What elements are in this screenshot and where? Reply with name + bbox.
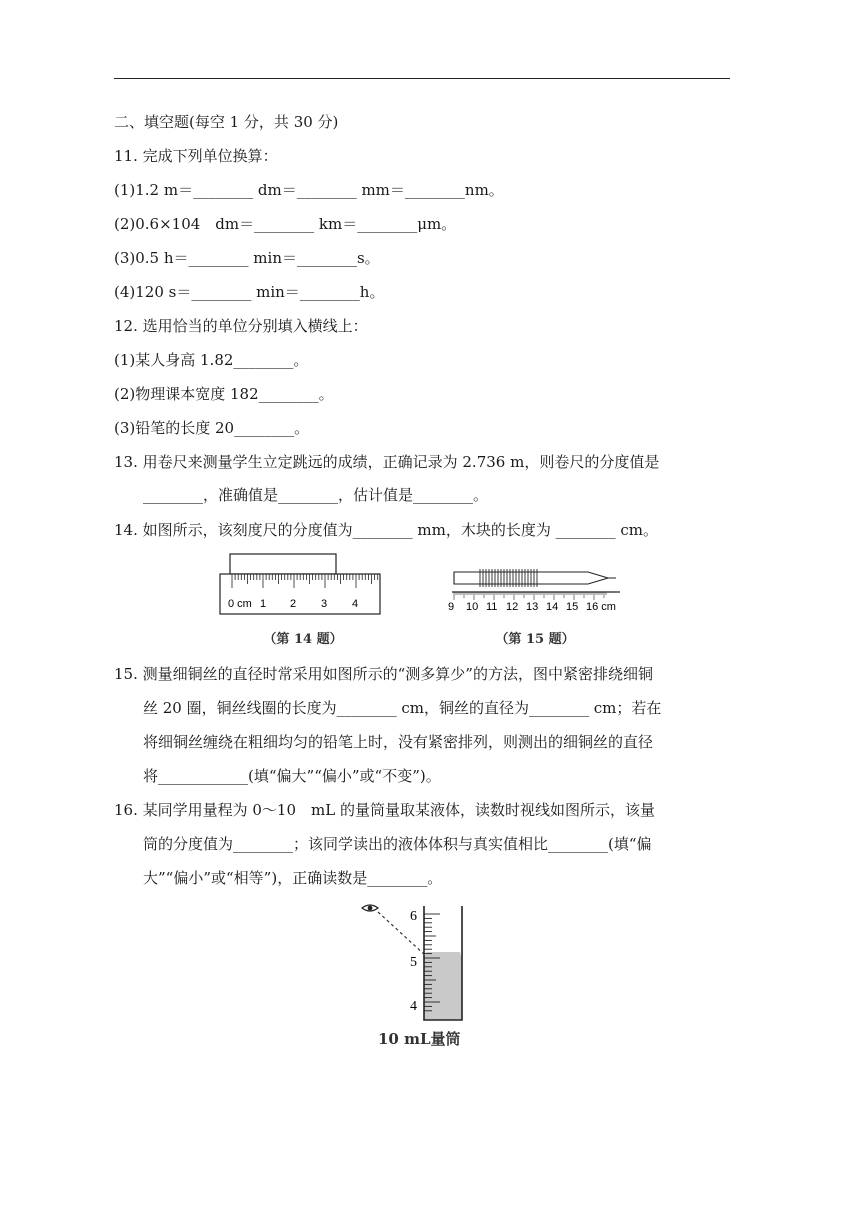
q11-part4: (4)120 s＝________ min＝________h。 xyxy=(114,283,385,301)
question-13-cont: ________，准确值是________，估计值是________。 xyxy=(143,486,489,504)
eye-pupil xyxy=(368,906,373,911)
q12-part2: (2)物理课本宽度 182________。 xyxy=(114,385,334,403)
tick-label-15: 15 xyxy=(566,601,579,613)
fig14-caption: （第 14 题） xyxy=(263,632,343,647)
q11-part2: (2)0.6×104 dm＝________ km＝________μm。 xyxy=(114,215,457,233)
tick-label-13: 13 xyxy=(526,601,539,613)
fig16-caption: 10 mL量筒 xyxy=(378,1030,461,1048)
question-12: 12. 选用恰当的单位分别填入横线上： xyxy=(114,317,368,335)
wooden-block xyxy=(230,554,336,574)
coil-ruler-figure xyxy=(448,556,624,616)
tick-label-14: 14 xyxy=(546,601,559,613)
section-title: 二、填空题(每空 1 分，共 30 分) xyxy=(114,113,339,131)
tick-label-10: 10 xyxy=(466,601,479,613)
q12-part3: (3)铅笔的长度 20________。 xyxy=(114,419,310,437)
tick-label-9: 9 xyxy=(448,601,455,613)
measuring-cylinder-figure xyxy=(360,900,480,1024)
q12-part1: (1)某人身高 1.82________。 xyxy=(114,351,309,369)
tick-label-2: 2 xyxy=(290,598,297,610)
tick-label-16: 16 cm xyxy=(586,601,616,613)
tick-label-11: 11 xyxy=(486,601,498,613)
question-16-cont1: 筒的分度值为________；该同学读出的液体体积与真实值相比________(填“偏 xyxy=(143,835,652,853)
question-13: 13. 用卷尺来测量学生立定跳远的成绩，正确记录为 2.736 m，则卷尺的分度值是 xyxy=(114,453,660,471)
tick-label-4: 4 xyxy=(352,598,359,610)
question-15: 15. 测量细铜丝的直径时常采用如图所示的“测多算少”的方法，图中紧密排绕细铜 xyxy=(114,665,653,683)
question-16-cont2: 大”“偏小”或“相等”)，正确读数是________。 xyxy=(143,869,443,887)
scale-label-5: 5 xyxy=(410,955,417,970)
tick-label-12: 12 xyxy=(506,601,519,613)
question-16: 16. 某同学用量程为 0～10 mL 的量筒量取某液体，读数时视线如图所示，该量 xyxy=(114,801,655,819)
question-15-cont2: 将细铜丝缠绕在粗细均匀的铅笔上时，没有紧密排列，则测出的细铜丝的直径 xyxy=(143,733,654,751)
fig15-caption: （第 15 题） xyxy=(495,632,575,647)
scale-label-4: 4 xyxy=(410,999,417,1014)
ruler-block-figure xyxy=(218,552,384,616)
header-rule xyxy=(114,78,730,79)
scale-label-6: 6 xyxy=(410,909,417,924)
tick-label-3: 3 xyxy=(321,598,328,610)
q11-part1: (1)1.2 m＝________ dm＝________ mm＝________nm。 xyxy=(114,181,504,199)
question-15-cont1: 丝 20 圈，铜丝线圈的长度为________ cm，铜丝的直径为________ cm；若在 xyxy=(143,699,662,717)
question-11: 11. 完成下列单位换算： xyxy=(114,147,278,165)
tick-label-1: 1 xyxy=(260,598,267,610)
question-15-cont3: 将____________(填“偏大”“偏小”或“不变”)。 xyxy=(143,767,441,785)
sight-line xyxy=(378,912,426,956)
question-14: 14. 如图所示，该刻度尺的分度值为________ mm，木块的长度为 ________ cm。 xyxy=(114,521,659,539)
ruler-ticks xyxy=(454,592,606,600)
q11-part3: (3)0.5 h＝________ min＝________s。 xyxy=(114,249,380,267)
tick-label-0: 0 cm xyxy=(228,598,252,610)
